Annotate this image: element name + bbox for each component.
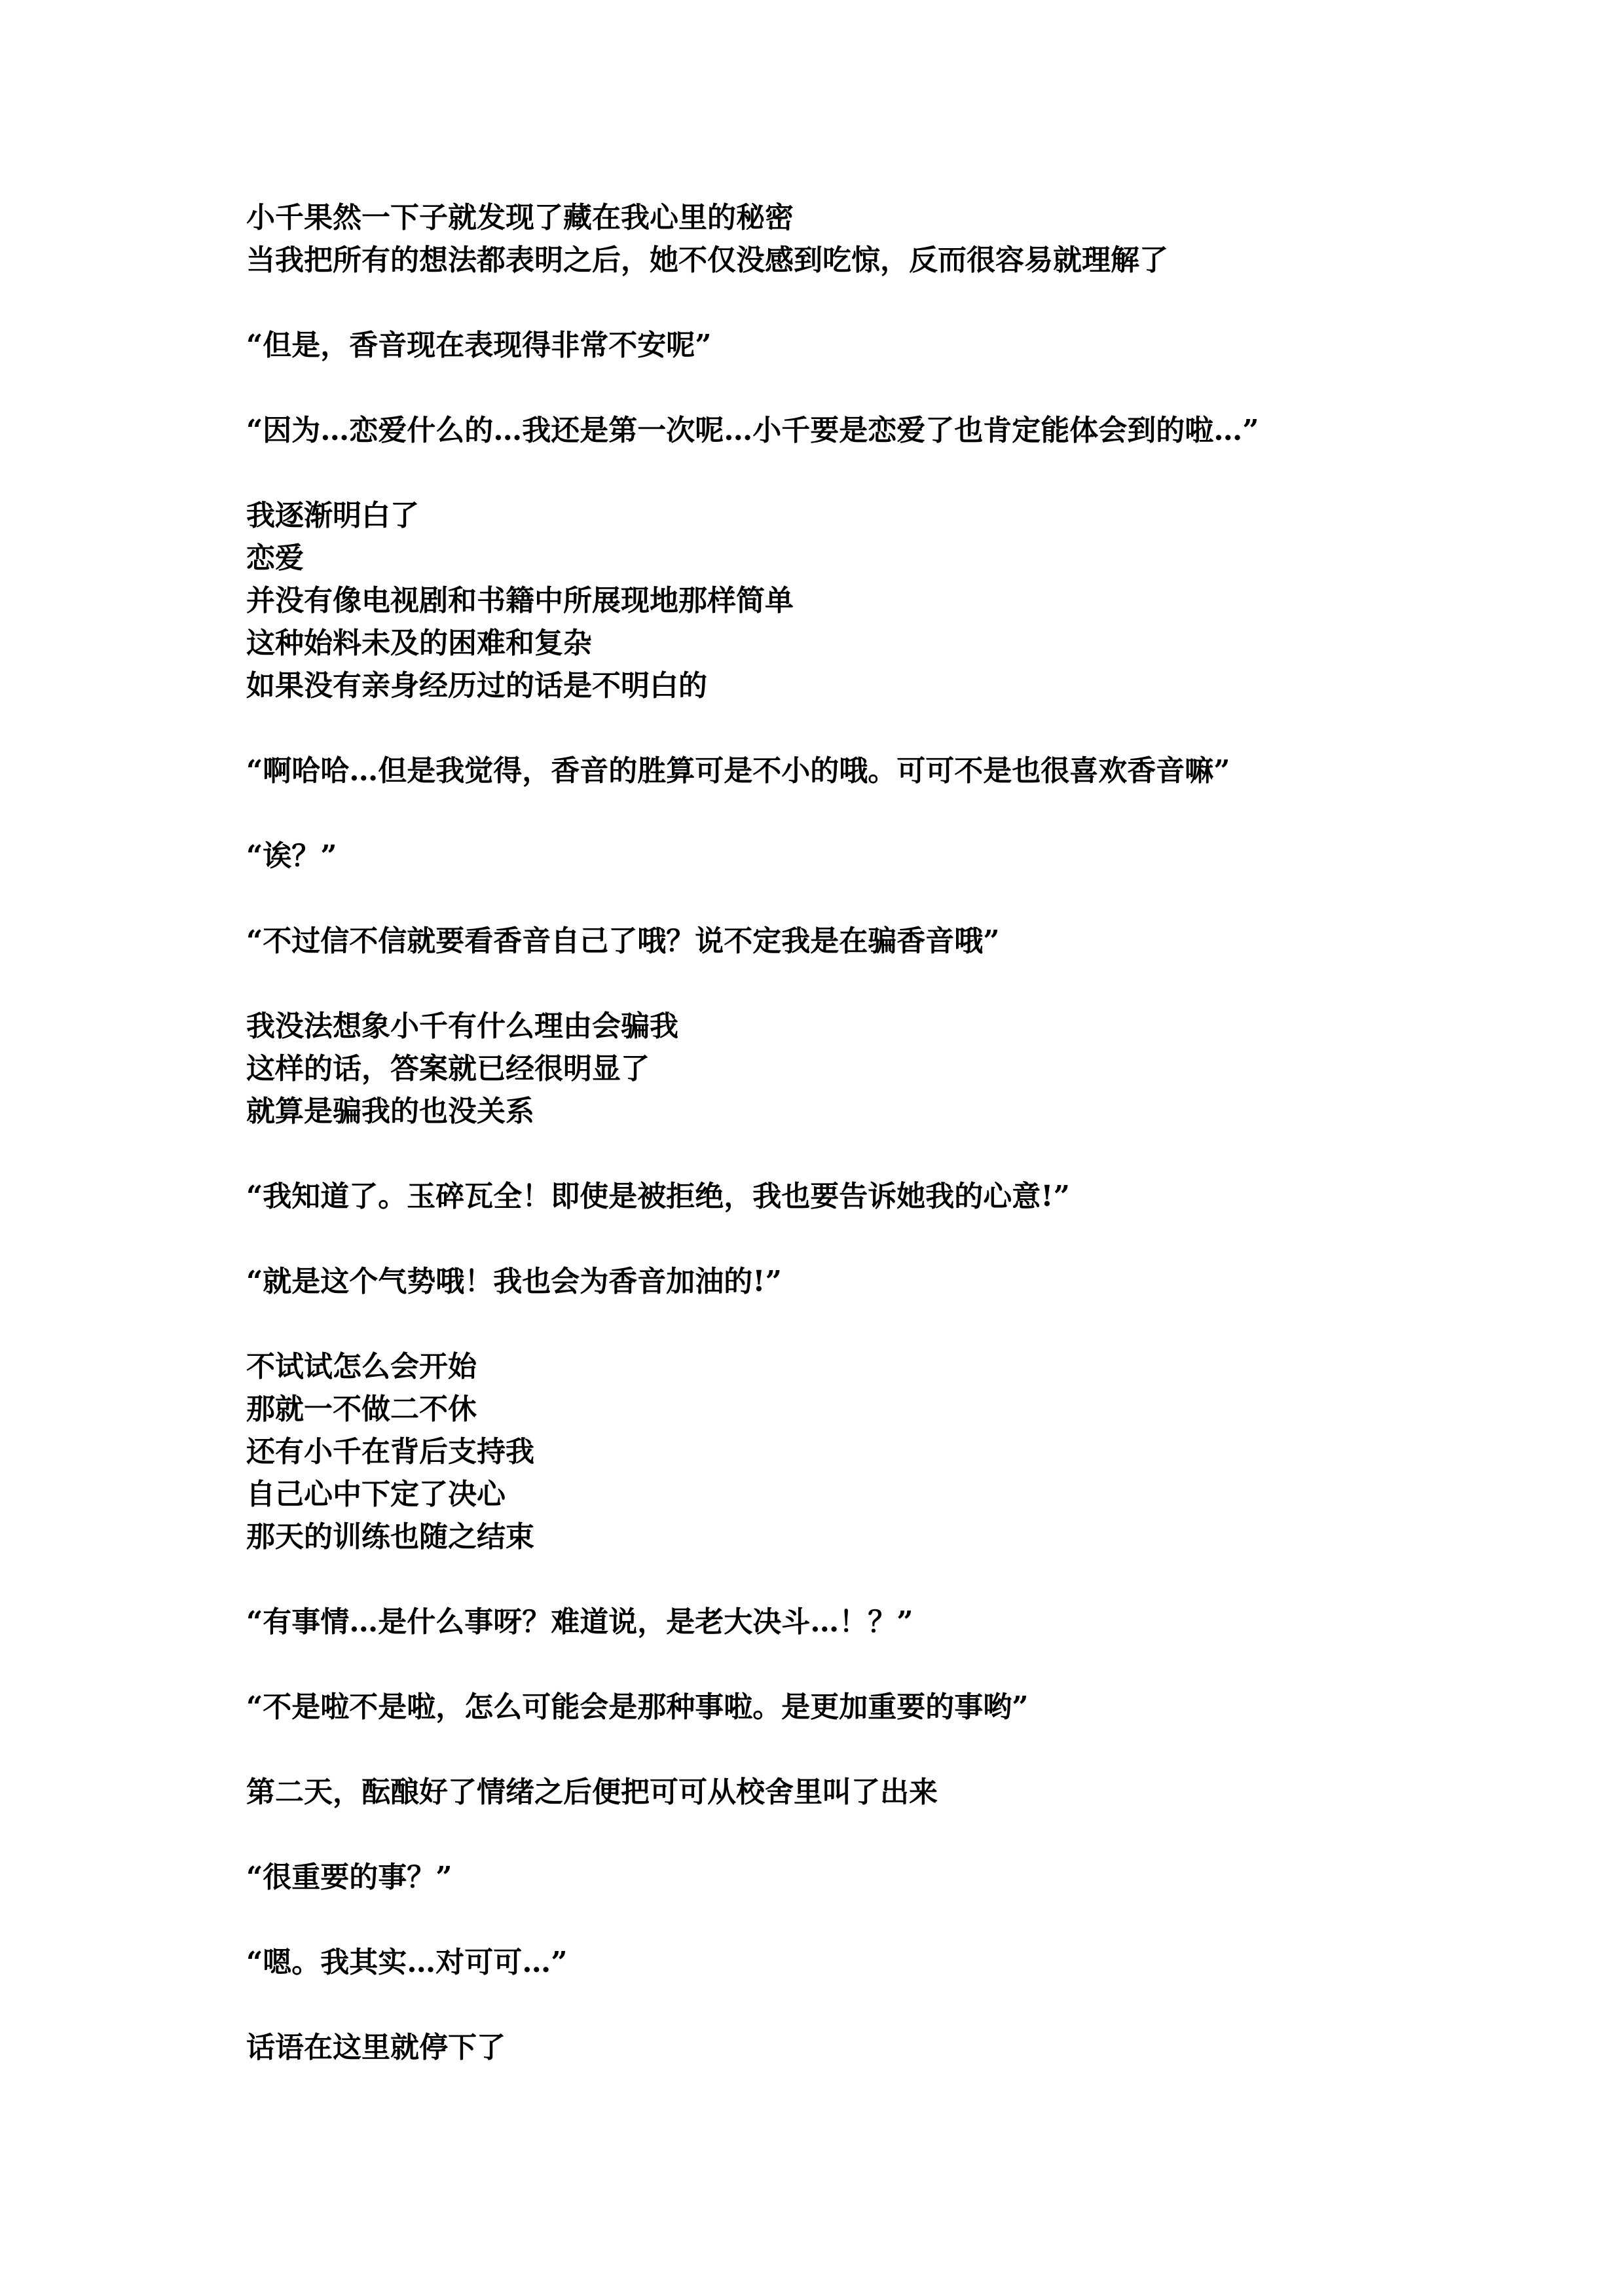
text-line: “诶？” (246, 839, 337, 873)
paragraph-gap (246, 367, 1425, 409)
text-line: 如果没有亲身经历过的话是不明白的 (246, 669, 707, 702)
paragraph (246, 1856, 1425, 1899)
paragraph-gap (246, 1218, 1425, 1260)
paragraph-gap (246, 707, 1425, 750)
text-line: 当我把所有的想法都表明之后，她不仅没感到吃惊，反而很容易就理解了 (246, 244, 1168, 277)
paragraph (246, 2026, 1425, 2069)
paragraph (246, 920, 1425, 962)
text-line: “不是啦不是啦，怎么可能会是那种事啦。是更加重要的事哟” (246, 1690, 1029, 1724)
text-line: “有事情…是什么事呀？难道说，是老大决斗…！？” (246, 1605, 913, 1639)
paragraph-gap (246, 792, 1425, 835)
text-line: 还有小千在背后支持我 (246, 1435, 534, 1468)
paragraph-gap (246, 962, 1425, 1005)
paragraph (246, 1601, 1425, 1643)
paragraph (246, 324, 1425, 367)
paragraph-gap (246, 1899, 1425, 1941)
text-line: “但是，香音现在表现得非常不安呢” (246, 329, 712, 362)
text-line: 自己心中下定了决心 (246, 1478, 506, 1511)
paragraph-gap (246, 452, 1425, 494)
text-line: “嗯。我其实…对可可…” (246, 1946, 568, 1979)
text-line: 恋爱 (246, 541, 304, 575)
text-line: 那就一不做二不休 (246, 1393, 477, 1426)
paragraph (246, 494, 1425, 707)
paragraph-gap (246, 1813, 1425, 1856)
text-line: 并没有像电视剧和书籍中所展现地那样简单 (246, 584, 794, 617)
text-line: 第二天，酝酿好了情绪之后便把可可从校舍里叫了出来 (246, 1776, 938, 1809)
document-body (246, 196, 1425, 2069)
paragraph-gap (246, 1984, 1425, 2026)
paragraph (246, 750, 1425, 792)
paragraph-gap (246, 1728, 1425, 1771)
text-line: “很重要的事？” (246, 1861, 452, 1894)
paragraph (246, 1345, 1425, 1558)
paragraph (246, 835, 1425, 877)
paragraph (246, 1175, 1425, 1218)
paragraph (246, 409, 1425, 452)
paragraph-gap (246, 1558, 1425, 1601)
text-line: “就是这个气势哦！我也会为香音加油的!” (246, 1265, 782, 1298)
paragraph (246, 1941, 1425, 1984)
text-line: 这种始料未及的困难和复杂 (246, 627, 592, 660)
paragraph-gap (246, 1133, 1425, 1175)
text-line: “因为…恋爱什么的…我还是第一次呢…小千要是恋爱了也肯定能体会到的啦…” (246, 414, 1259, 447)
text-line: 我逐渐明白了 (246, 499, 419, 532)
paragraph (246, 1005, 1425, 1133)
text-line: “我知道了。玉碎瓦全！即使是被拒绝，我也要告诉她我的心意!” (246, 1180, 1070, 1213)
text-line: “不过信不信就要看香音自己了哦？说不定我是在骗香音哦” (246, 924, 1000, 958)
text-line: 小千果然一下子就发现了藏在我心里的秘密 (246, 201, 794, 234)
text-line: 话语在这里就停下了 (246, 2031, 506, 2064)
text-line: 我没法想象小千有什么理由会骗我 (246, 1010, 678, 1043)
paragraph (246, 1686, 1425, 1728)
paragraph-gap (246, 1643, 1425, 1686)
text-line: 那天的训练也随之结束 (246, 1520, 534, 1554)
text-line: “啊哈哈…但是我觉得，香音的胜算可是不小的哦。可可不是也很喜欢香音嘛” (246, 754, 1230, 788)
paragraph (246, 1260, 1425, 1303)
paragraph-gap (246, 282, 1425, 324)
text-line: 不试试怎么会开始 (246, 1350, 477, 1383)
text-line: 就算是骗我的也没关系 (246, 1095, 534, 1128)
paragraph (246, 196, 1425, 282)
paragraph-gap (246, 877, 1425, 920)
paragraph-gap (246, 1303, 1425, 1345)
text-line: 这样的话，答案就已经很明显了 (246, 1052, 650, 1085)
paragraph (246, 1771, 1425, 1813)
